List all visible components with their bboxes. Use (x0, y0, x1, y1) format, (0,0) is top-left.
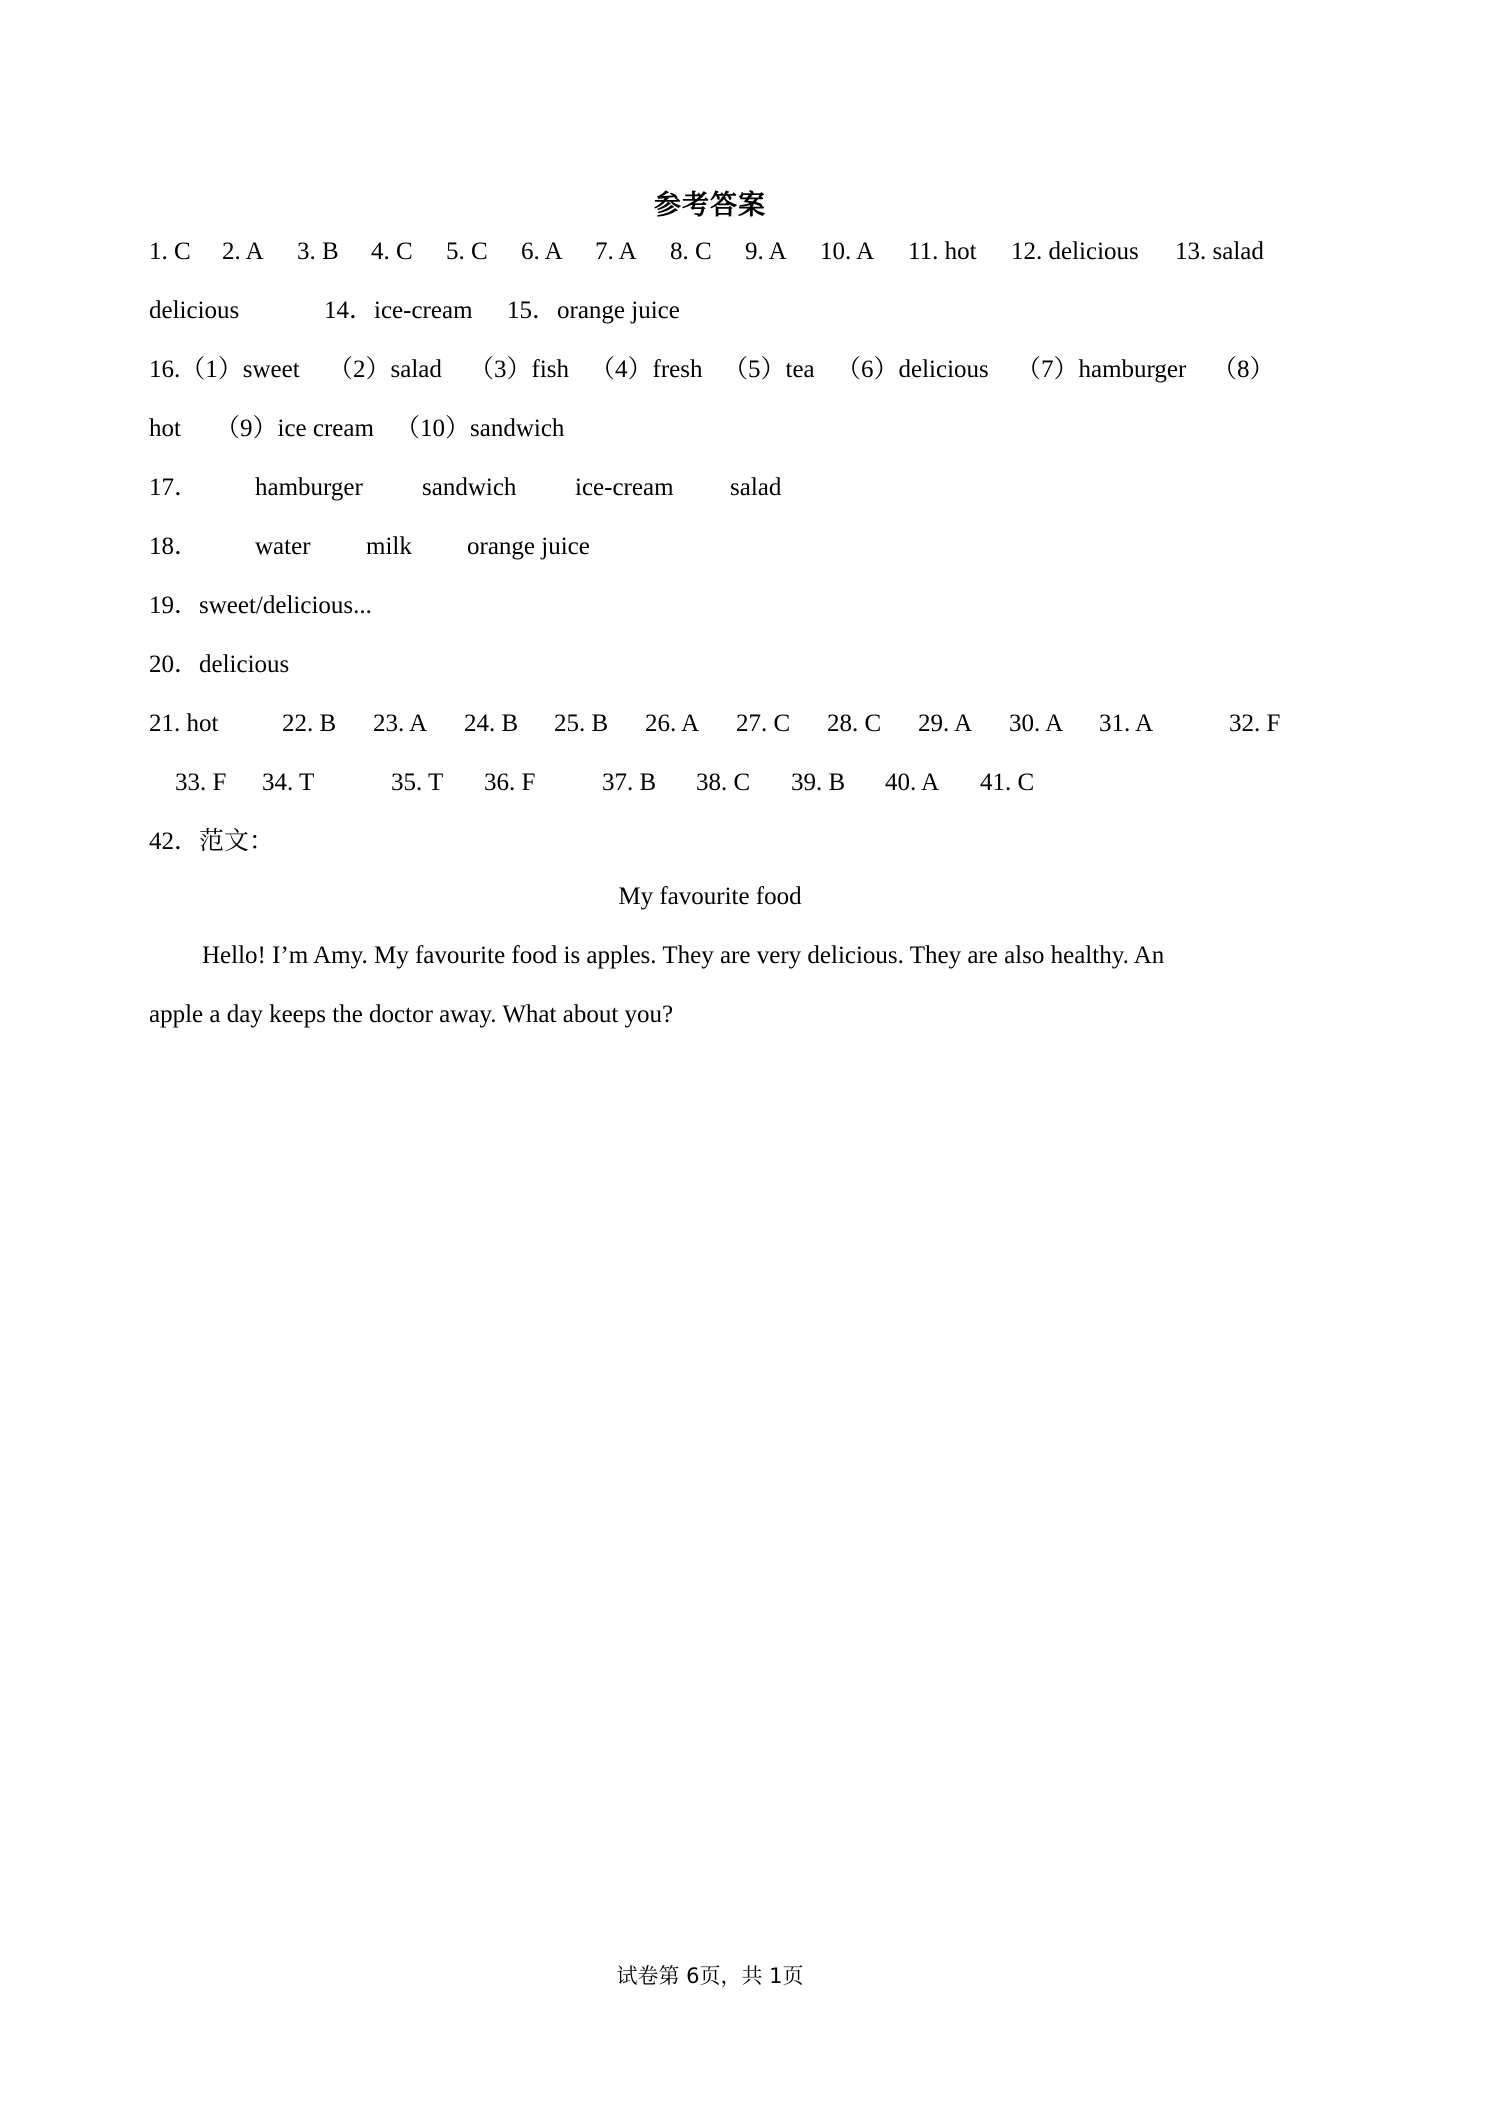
answer-item: （2）salad (328, 356, 442, 383)
answer-item: sandwich (422, 474, 517, 501)
answer-item: milk (366, 533, 412, 560)
answer-item: 31. A (1099, 710, 1154, 737)
answer-item: 21. hot (149, 710, 219, 737)
answer-item: 1. C (149, 238, 191, 265)
essay-title: My favourite food (618, 883, 802, 910)
answer-line-11 (149, 826, 1269, 858)
answer-item: 32. F (1229, 710, 1281, 737)
answer-item: 33. F (175, 769, 227, 796)
answer-line-8 (149, 649, 1269, 681)
answer-item: 4. C (371, 238, 413, 265)
answer-item: water (255, 533, 311, 560)
answer-item: 28. C (827, 710, 882, 737)
answer-item: 12. delicious (1011, 238, 1139, 265)
answer-item: 29. A (918, 710, 973, 737)
answer-item: 23. A (373, 710, 428, 737)
answer-item: 13. salad (1175, 238, 1264, 265)
answer-item: delicious (149, 297, 240, 324)
answer-item: 24. B (464, 710, 519, 737)
answer-item: 35. T (391, 769, 444, 796)
answer-item: 17． (149, 474, 200, 501)
answer-item: ice-cream (575, 474, 674, 501)
answer-item: 7. A (595, 238, 637, 265)
answer-item: hamburger (255, 474, 363, 501)
answer-item: （5）tea (723, 356, 815, 383)
answer-item: orange juice (467, 533, 590, 560)
answer-item: （9）ice cream (215, 415, 374, 442)
answer-item: 8. C (670, 238, 712, 265)
answer-line-5 (149, 472, 1269, 504)
answer-item: 19．sweet/delicious... (149, 592, 372, 619)
answer-item: 39. B (791, 769, 846, 796)
essay-line-1: Hello! I’m Amy. My favourite food is apples. They are very delicious. They are also healthy. An (202, 942, 1165, 969)
answer-item: 25. B (554, 710, 609, 737)
answer-item: 14．ice-cream (324, 297, 473, 324)
answer-item: 27. C (736, 710, 791, 737)
answer-item: （3）fish (469, 356, 570, 383)
answer-item: 37. B (602, 769, 657, 796)
answer-line-7 (149, 590, 1269, 622)
answer-item: 16.（1）sweet (149, 356, 300, 383)
answer-item: （6）delicious (836, 356, 989, 383)
answer-line-9 (149, 708, 1281, 740)
answer-item: 18． (149, 533, 200, 560)
answer-item: 26. A (645, 710, 700, 737)
page-footer: 试卷第 6页，共 1页 (616, 1964, 804, 1988)
answer-line-10 (175, 767, 1295, 799)
answer-item: （4）fresh (590, 356, 703, 383)
answer-item: 20．delicious (149, 651, 290, 678)
answer-item: 40. A (885, 769, 940, 796)
essay-line-2: apple a day keeps the doctor away. What about you? (149, 1001, 674, 1028)
answer-item: 10. A (820, 238, 875, 265)
answer-line-4 (149, 413, 1269, 445)
answer-item: 38. C (696, 769, 751, 796)
answer-item: 3. B (297, 238, 339, 265)
answer-item: 9. A (745, 238, 787, 265)
answer-line-1 (149, 236, 1269, 268)
answer-item: 15．orange juice (507, 297, 680, 324)
answer-item: 30. A (1009, 710, 1064, 737)
answer-line-2 (149, 295, 1269, 327)
answer-line-3 (149, 354, 1275, 386)
page-title: 参考答案 (654, 190, 766, 221)
answer-item: hot (149, 415, 181, 442)
answer-item: 11. hot (908, 238, 977, 265)
answer-item: 5. C (446, 238, 488, 265)
answer-item: 6. A (521, 238, 563, 265)
answer-item: 41. C (980, 769, 1035, 796)
answer-item: 36. F (484, 769, 536, 796)
answer-item: 22. B (282, 710, 337, 737)
answer-line-6 (149, 531, 1269, 563)
answer-item: 34. T (262, 769, 315, 796)
answer-item: （8） (1212, 356, 1275, 383)
answer-item: （10）sandwich (395, 415, 565, 442)
answer-item: （7）hamburger (1016, 356, 1187, 383)
answer-item: 42．范文： (149, 828, 275, 855)
answer-item: 2. A (222, 238, 264, 265)
answer-item: salad (730, 474, 782, 501)
